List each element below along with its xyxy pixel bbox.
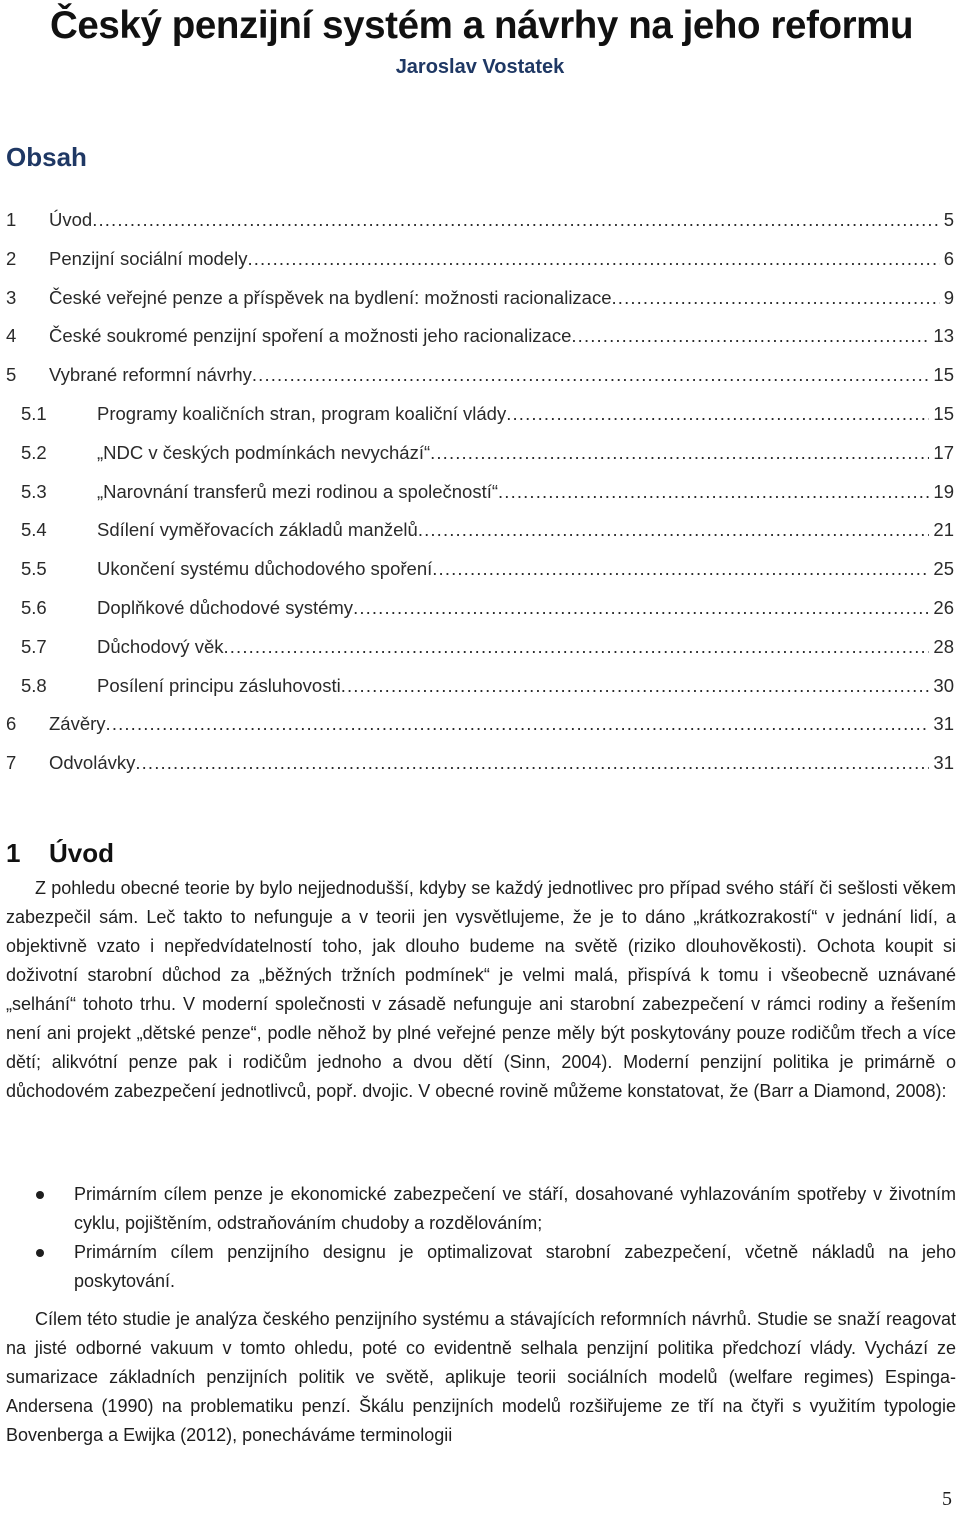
toc-entry-page[interactable]: 21	[933, 519, 954, 541]
toc-subentry[interactable]	[0, 593, 960, 632]
toc-entry-page[interactable]: 25	[933, 558, 954, 580]
toc-entry-number: 5.2	[21, 441, 47, 463]
bullet-list	[6, 1180, 956, 1296]
toc-subentry[interactable]	[0, 515, 960, 554]
toc-subentry[interactable]	[0, 399, 960, 438]
toc-leader-dots	[92, 205, 940, 235]
toc-subentry[interactable]	[0, 671, 960, 710]
document-author: Jaroslav Vostatek	[395, 56, 565, 78]
bullet-icon	[36, 1249, 44, 1257]
toc-leader-dots	[571, 321, 929, 351]
bullet-icon	[36, 1191, 44, 1199]
toc-leader-dots	[353, 593, 929, 623]
toc-entry-page[interactable]: 17	[933, 441, 954, 463]
toc-entry-number: 6	[6, 713, 17, 735]
bullet-text: Primárním cílem penzijního designu je optimalizovat starobní zabezpečení, včetně nákladů na jeho poskytování.	[74, 1242, 956, 1291]
toc-subentry[interactable]	[0, 632, 960, 671]
toc-entry-number: 1	[6, 209, 17, 230]
toc-leader-dots	[135, 748, 929, 778]
toc-leader-dots	[106, 709, 930, 739]
toc-entry[interactable]	[0, 360, 960, 399]
toc-subentry[interactable]	[0, 554, 960, 593]
toc-entry-page[interactable]: 30	[933, 674, 954, 696]
toc-entry-page[interactable]: 13	[933, 325, 954, 347]
toc-entry-label[interactable]: Ukončení systému důchodového spoření	[97, 558, 433, 580]
toc-entry-label[interactable]: České soukromé penzijní spoření a možnosti jeho racionalizace	[49, 325, 572, 347]
toc-leader-dots	[498, 477, 929, 507]
toc-entry-label[interactable]: Důchodový věk	[97, 635, 224, 657]
toc-leader-dots	[223, 632, 929, 662]
toc-entry-page[interactable]: 6	[943, 247, 954, 269]
toc-entry-label[interactable]: Odvolávky	[49, 752, 136, 774]
section-number: 1	[6, 838, 21, 868]
toc-entry-label[interactable]: Sdílení vyměřovacích základů manželů	[97, 519, 418, 541]
toc-entry-label[interactable]: Programy koaličních stran, program koaliční vlády	[97, 402, 507, 424]
toc-entry-number: 5.4	[21, 519, 47, 541]
bullet-text: Primárním cílem penze je ekonomické zabezpečení ve stáří, dosahované vyhlazováním spotřeby v životním cyklu, pojištěním, odstraňováním chudoby a rozdělováním;	[74, 1184, 956, 1233]
toc-entry-number: 5.5	[21, 558, 47, 580]
page-number: 5	[942, 1488, 952, 1510]
toc-leader-dots	[341, 671, 930, 701]
toc-leader-dots	[612, 283, 940, 313]
toc-entry-number: 5	[6, 364, 17, 386]
toc-entry-page[interactable]: 19	[933, 480, 954, 502]
bullet-item	[6, 1238, 956, 1296]
section-title: Úvod	[49, 838, 114, 868]
toc-entry-number: 5.6	[21, 596, 47, 618]
toc-leader-dots	[252, 360, 930, 390]
toc-entry-label[interactable]: Závěry	[49, 713, 106, 735]
toc-entry-page[interactable]: 28	[933, 635, 954, 657]
toc-subentry[interactable]	[0, 438, 960, 477]
toc-entry-number: 7	[6, 752, 17, 774]
toc-entry-number: 5.8	[21, 674, 47, 696]
toc-subentry[interactable]	[0, 477, 960, 516]
toc-entry-number: 5.7	[21, 635, 47, 657]
toc-entry-page[interactable]: 26	[933, 596, 954, 618]
toc-entry[interactable]	[0, 748, 960, 787]
toc-entry-label[interactable]: Penzijní sociální modely	[49, 247, 248, 269]
toc-entry[interactable]	[0, 283, 960, 322]
paragraph: Cílem této studie je analýza českého penzijního systému a stávajících reformních návrhů. Studie se snaží reagovat na jisté odborné vakuum v tomto ohledu, poté co evidentně selhala penzijní politika předchozí vlády. Vychází ze sumarizace základních penzijních politik ve světě, aplikuje teorii sociálních modelů (welfare regimes) Espinga-Andersena (1990) na problematiku penzí. Škálu penzijních modelů rozšiřujeme ze tří na čtyři s využitím typologie Bovenberga a Ewijka (2012), ponecháváme terminologii	[6, 1309, 956, 1445]
table-of-contents	[0, 205, 960, 787]
toc-leader-dots	[418, 515, 930, 545]
toc-entry-number: 4	[6, 325, 17, 347]
toc-entry-label[interactable]: České veřejné penze a příspěvek na bydlení: možnosti racionalizace	[49, 286, 612, 308]
toc-leader-dots	[430, 438, 929, 468]
toc-entry-page[interactable]: 15	[933, 364, 954, 386]
toc-entry-number: 5.1	[21, 402, 47, 424]
toc-entry[interactable]	[0, 321, 960, 360]
paragraph: Z pohledu obecné teorie by bylo nejjednodušší, kdyby se každý jednotlivec pro případ svého stáří či sešlosti věkem zabezpečil sám. Leč takto to nefunguje a v teorii jen vysvětlujeme, že je to dáno „krátkozrakostí“ v jednání lidí, a objektivně vzato i nepředvídatelností toho, jak dlouho budeme na světě (riziko dlouhověkosti). Ochota koupit si doživotní starobní důchod za „běžných tržních podmínek“ je velmi malá, přispívá k tomu i všeobecně uznávané „selhání“ tohoto trhu. V moderní společnosti v zásadě nefunguje ani starobní zabezpečení v rámci rodiny a řešením není ani projekt „dětské penze“, podle něhož by plné veřejné penze měly být poskytovány pouze rodičům třech a více dětí; alikvótní penze pak i rodičům jednoho a dvou dětí (Sinn, 2004). Moderní penzijní politika je primárně o důchodovém zabezpečení jednotlivců, popř. dvojic. V obecné rovině můžeme konstatovat, že (Barr a Diamond, 2008):	[6, 878, 956, 1101]
toc-entry-label[interactable]: „Narovnání transferů mezi rodinou a společností“	[97, 480, 499, 502]
toc-leader-dots	[432, 554, 929, 584]
toc-entry[interactable]	[0, 205, 960, 244]
toc-entry-label[interactable]: Úvod	[49, 209, 93, 230]
toc-entry-number: 5.3	[21, 480, 47, 502]
toc-entry-label[interactable]: Doplňkové důchodové systémy	[97, 596, 354, 618]
toc-entry-number: 2	[6, 247, 17, 269]
toc-entry-page[interactable]: 31	[933, 713, 954, 735]
toc-entry[interactable]	[0, 244, 960, 283]
toc-entry-page[interactable]: 31	[933, 752, 954, 774]
bullet-item	[6, 1180, 956, 1238]
toc-entry-label[interactable]: Vybrané reformní návrhy	[49, 364, 252, 386]
toc-entry-label[interactable]: Posílení principu zásluhovosti	[97, 674, 341, 696]
toc-leader-dots	[247, 244, 939, 274]
toc-heading: Obsah	[6, 142, 87, 172]
toc-entry-page[interactable]: 5	[943, 209, 954, 230]
toc-entry-label[interactable]: „NDC v českých podmínkách nevychází“	[97, 441, 431, 463]
toc-leader-dots	[506, 399, 929, 429]
toc-entry-page[interactable]: 9	[943, 286, 954, 308]
toc-entry[interactable]	[0, 709, 960, 748]
toc-entry-page[interactable]: 15	[933, 402, 954, 424]
section-heading	[6, 838, 406, 869]
toc-entry-number: 3	[6, 286, 17, 308]
document-title: Český penzijní systém a návrhy na jeho reformu	[50, 4, 914, 47]
